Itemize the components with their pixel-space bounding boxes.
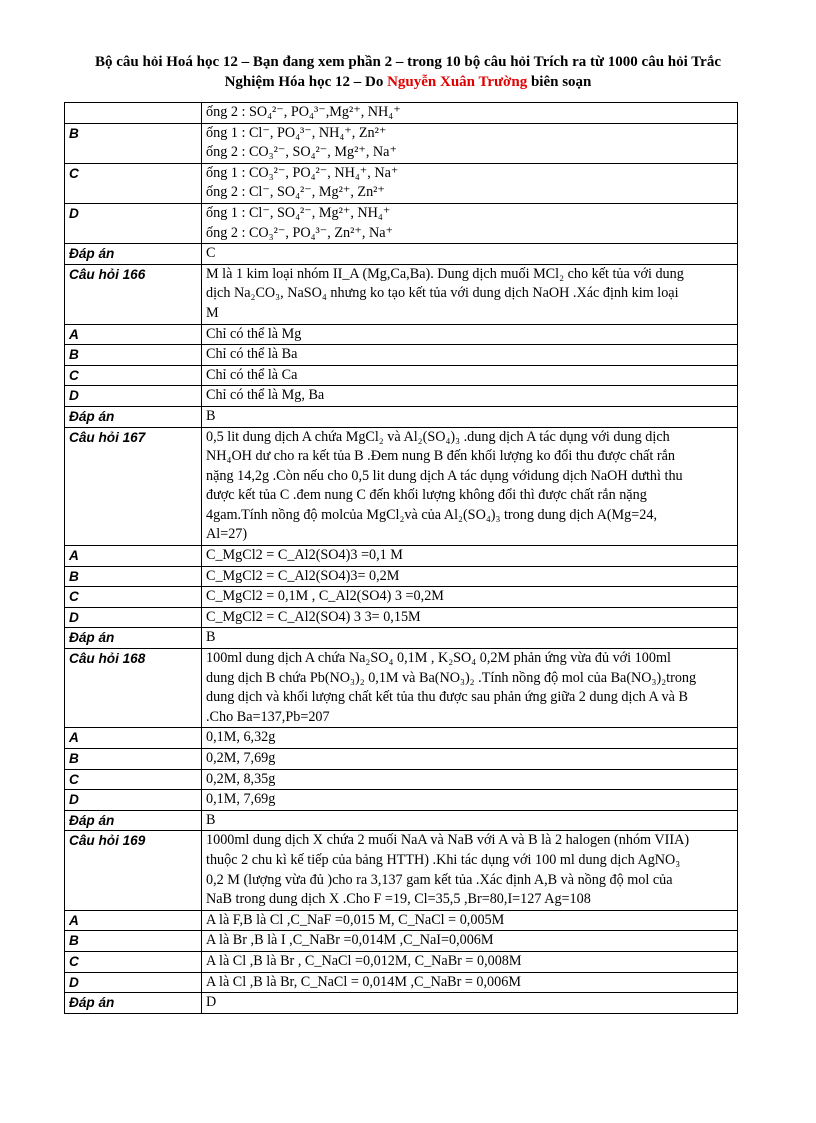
content-line: 0,1M, 7,69g — [206, 791, 276, 808]
content-line: 1000ml dung dịch X chứa 2 muối NaA và NaB với A và B là 2 halogen (nhóm VIIA) — [206, 832, 690, 849]
table-row — [65, 649, 738, 728]
content-line: 0,2M, 8,35g — [206, 770, 276, 787]
row-label: C — [65, 163, 202, 203]
table-row — [65, 103, 738, 124]
row-content — [202, 831, 738, 910]
table-row — [65, 910, 738, 931]
content-line: C_MgCl2 = 0,1M , C_Al2(SO4) 3 =0,2M — [206, 588, 444, 605]
content-line: D — [206, 994, 217, 1011]
content-line: A là Cl ,B là Br, C_NaCl = 0,014M ,C_NaBr = 0,006M — [206, 973, 521, 990]
author-name: Nguyễn Xuân Trường — [387, 74, 528, 90]
content-line: Chỉ có thể là Mg, Ba — [206, 387, 325, 404]
content-line: ống 2 : Cl⁻, SO₄²⁻, Mg²⁺, Zn²⁺ — [206, 184, 385, 201]
row-label: D — [65, 972, 202, 993]
row-label: B — [65, 345, 202, 366]
content-line: 0,5 lit dung dịch A chứa MgCl₂ và Al₂(SO₄)₃ .dung dịch A tác dụng với dung dịch — [206, 428, 670, 445]
content-line: B — [206, 407, 216, 424]
table-row — [65, 427, 738, 546]
row-label: A — [65, 728, 202, 749]
content-line: ống 1 : Cl⁻, PO₄³⁻, NH₄⁺, Zn²⁺ — [206, 124, 387, 141]
table-row — [65, 406, 738, 427]
content-line: M là 1 kim loại nhóm II_A (Mg,Ca,Ba). Dung dịch muối MCl₂ cho kết tủa với dung — [206, 265, 684, 282]
row-label — [65, 103, 202, 124]
table-row — [65, 972, 738, 993]
row-label: D — [65, 607, 202, 628]
row-content — [202, 566, 738, 587]
row-label: A — [65, 546, 202, 567]
row-content — [202, 123, 738, 163]
content-line: A là Cl ,B là Br , C_NaCl =0,012M, C_NaBr = 0,008M — [206, 952, 522, 969]
content-line: B — [206, 629, 216, 646]
table-row — [65, 728, 738, 749]
row-label: D — [65, 386, 202, 407]
row-content — [202, 203, 738, 243]
row-content — [202, 244, 738, 265]
table-row — [65, 546, 738, 567]
row-content — [202, 345, 738, 366]
row-content — [202, 264, 738, 324]
row-label: C — [65, 365, 202, 386]
row-content — [202, 749, 738, 770]
table-row — [65, 345, 738, 366]
row-content — [202, 769, 738, 790]
row-label: Câu hỏi 168 — [65, 649, 202, 728]
table-row — [65, 628, 738, 649]
content-line: 100ml dung dịch A chứa Na₂SO₄ 0,1M , K₂SO₄ 0,2M phản ứng vừa đủ với 100ml — [206, 650, 671, 667]
row-content — [202, 993, 738, 1014]
table-row — [65, 244, 738, 265]
content-line: ống 1 : Cl⁻, SO₄²⁻, Mg²⁺, NH₄⁺ — [206, 204, 391, 221]
content-line: 0,1M, 6,32g — [206, 729, 276, 746]
content-line: ống 1 : CO₃²⁻, PO₄²⁻, NH₄⁺, Na⁺ — [206, 164, 399, 181]
row-content — [202, 427, 738, 546]
row-label: Câu hỏi 166 — [65, 264, 202, 324]
table-row — [65, 749, 738, 770]
row-content — [202, 810, 738, 831]
table-row — [65, 264, 738, 324]
content-line: NaB trong dung dịch X .Cho F =19, Cl=35,5 ,Br=80,I=127 Ag=108 — [206, 891, 591, 908]
content-line: 0,2M, 7,69g — [206, 750, 276, 766]
content-line: A là Br ,B là I ,C_NaBr =0,014M ,C_NaI=0,006M — [206, 932, 494, 949]
row-label: Đáp án — [65, 406, 202, 427]
document-header — [40, 52, 776, 92]
content-line: được kết tủa C .đem nung C đến khối lượng không đổi thì được chất rắn nặng — [206, 487, 647, 504]
row-content — [202, 546, 738, 567]
content-line: A là F,B là Cl ,C_NaF =0,015 M, C_NaCl = 0,005M — [206, 911, 505, 928]
table-row — [65, 203, 738, 243]
table-row — [65, 587, 738, 608]
table-row — [65, 607, 738, 628]
row-label: Câu hỏi 169 — [65, 831, 202, 910]
content-line: Chỉ có thể là Mg — [206, 325, 302, 342]
row-label: B — [65, 931, 202, 952]
content-line: M — [206, 304, 219, 321]
table-row — [65, 324, 738, 345]
table-row — [65, 163, 738, 203]
row-content — [202, 607, 738, 628]
table-row — [65, 769, 738, 790]
content-line: C_MgCl2 = C_Al2(SO4)3 =0,1 M — [206, 547, 403, 564]
row-content — [202, 931, 738, 952]
row-content — [202, 951, 738, 972]
content-line: ống 2 : SO₄²⁻, PO₄³⁻,Mg²⁺, NH₄⁺ — [206, 104, 401, 120]
content-line: dung dịch và khối lượng chất kết tủa thu được sau phản ứng giữa 2 dung dịch A và B — [206, 689, 688, 706]
row-label: C — [65, 951, 202, 972]
content-line: thuộc 2 chu kì kế tiếp của bảng HTTH) .Khi tác dụng với 100 ml dung dịch AgNO₃ — [206, 851, 681, 868]
row-content — [202, 324, 738, 345]
content-line: B — [206, 811, 216, 828]
row-label: Đáp án — [65, 993, 202, 1014]
question-table-body — [65, 103, 738, 1014]
table-row — [65, 810, 738, 831]
content-line: 4gam.Tính nồng độ molcủa MgCl₂và của Al₂(SO₄)₃ trong dung dịch A(Mg=24, — [206, 506, 657, 523]
row-label: Đáp án — [65, 628, 202, 649]
table-row — [65, 831, 738, 910]
row-content — [202, 406, 738, 427]
content-line: dung dịch B chứa Pb(NO₃)₂ 0,1M và Ba(NO₃)₂ .Tính nồng độ mol của Ba(NO₃)₂trong — [206, 669, 697, 686]
row-content — [202, 728, 738, 749]
row-content — [202, 103, 738, 124]
row-label: A — [65, 910, 202, 931]
row-label: Đáp án — [65, 810, 202, 831]
row-content — [202, 972, 738, 993]
row-label: A — [65, 324, 202, 345]
row-label: C — [65, 587, 202, 608]
content-line: C_MgCl2 = C_Al2(SO4) 3 3= 0,15M — [206, 608, 421, 625]
table-row — [65, 951, 738, 972]
row-label: C — [65, 769, 202, 790]
row-label: B — [65, 749, 202, 770]
header-line-2 — [40, 72, 776, 92]
content-line: Chỉ có thể là Ca — [206, 366, 298, 383]
content-line: .Cho Ba=137,Pb=207 — [206, 708, 330, 725]
table-row — [65, 123, 738, 163]
row-content — [202, 365, 738, 386]
row-content — [202, 163, 738, 203]
row-content — [202, 386, 738, 407]
row-label: Đáp án — [65, 244, 202, 265]
row-label: D — [65, 203, 202, 243]
row-content — [202, 910, 738, 931]
content-line: dịch Na₂CO₃, NaSO₄ nhưng ko tạo kết tủa với dung dịch NaOH .Xác định kim loại — [206, 285, 679, 302]
table-row — [65, 566, 738, 587]
table-row — [65, 993, 738, 1014]
content-line: C_MgCl2 = C_Al2(SO4)3= 0,2M — [206, 567, 400, 584]
content-line: Al=27) — [206, 526, 248, 543]
content-line: ống 2 : CO₃²⁻, SO₄²⁻, Mg²⁺, Na⁺ — [206, 144, 397, 161]
table-row — [65, 931, 738, 952]
content-line: ống 2 : CO₃²⁻, PO₄³⁻, Zn²⁺, Na⁺ — [206, 224, 393, 241]
header-line-1: Bộ câu hỏi Hoá học 12 – Bạn đang xem phần 2 – trong 10 bộ câu hỏi Trích ra từ 1000 câu hỏi Trắc — [94, 54, 721, 70]
content-line: NH₄OH dư cho ra kết tủa B .Đem nung B đến khối lượng ko đổi thu được chất rắn — [206, 448, 675, 465]
header-line-2-suffix: biên soạn — [527, 74, 592, 90]
content-line: Chỉ có thể là Ba — [206, 346, 298, 363]
content-line: C — [206, 245, 216, 262]
row-content — [202, 649, 738, 728]
content-line: nặng 14,2g .Còn nếu cho 0,5 lit dung dịch A tác dụng vớidung dịch NaOH dưthì thu — [206, 467, 683, 484]
row-label: B — [65, 123, 202, 163]
question-table — [64, 102, 738, 1014]
table-row — [65, 365, 738, 386]
row-label: B — [65, 566, 202, 587]
row-content — [202, 628, 738, 649]
row-content — [202, 790, 738, 811]
table-row — [65, 790, 738, 811]
row-content — [202, 587, 738, 608]
header-line-2-prefix: Nghiệm Hóa học 12 – Do — [224, 74, 388, 90]
content-line: 0,2 M (lượng vừa đủ )cho ra 3,137 gam kết tủa .Xác định A,B và nồng độ mol của — [206, 871, 673, 888]
row-label: Câu hỏi 167 — [65, 427, 202, 546]
row-label: D — [65, 790, 202, 811]
table-row — [65, 386, 738, 407]
